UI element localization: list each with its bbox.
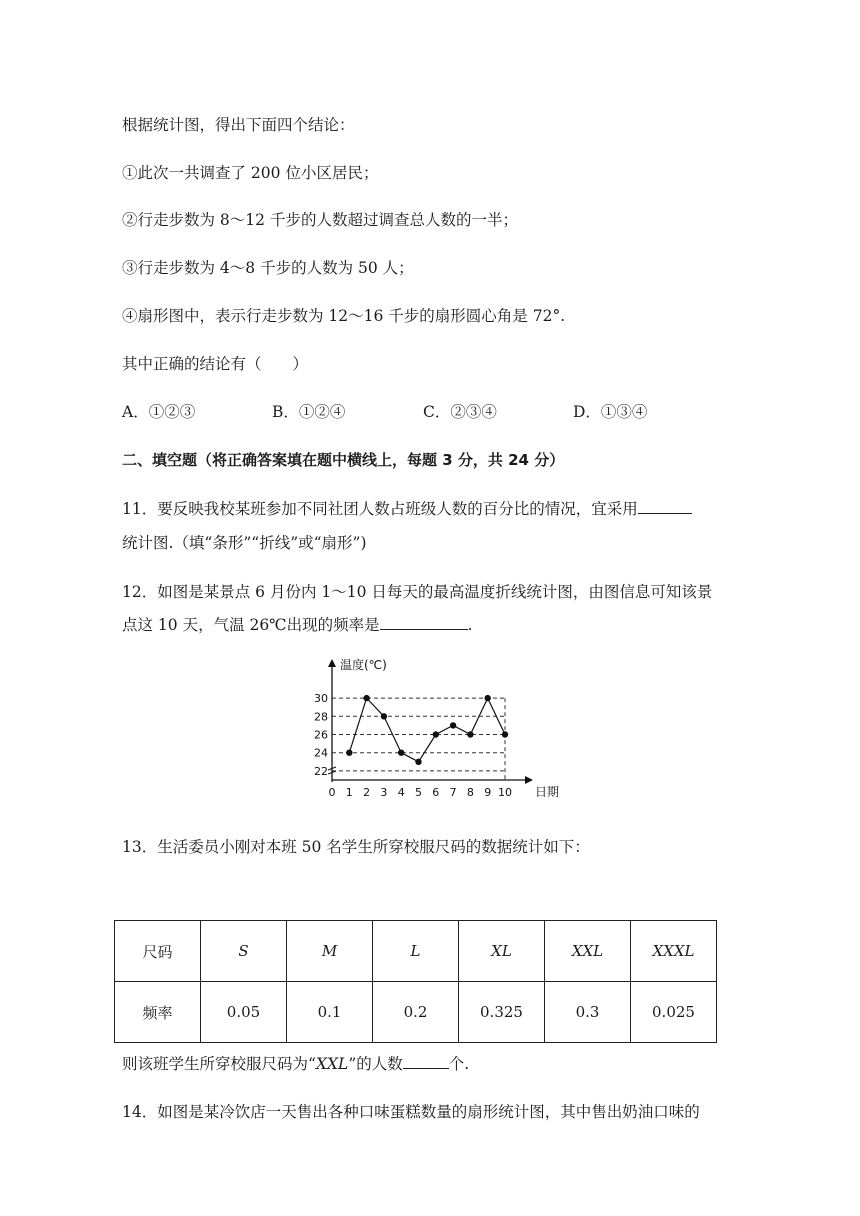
x-tick-label: 3 <box>380 786 388 799</box>
x-tick-label: 2 <box>363 786 371 799</box>
q12-period: . <box>467 616 473 634</box>
q11-line-1 <box>122 497 692 519</box>
text-line-3: ②行走步数为 8～12 千步的人数超过调查总人数的一半； <box>122 211 518 229</box>
option-a: A．①②③ <box>122 403 196 421</box>
x-tick-label: 1 <box>345 786 353 799</box>
x-tick-label: 0 <box>328 786 336 799</box>
q11-text: 11．要反映我校某班参加不同社团人数占班级人数的百分比的情况，宜采用 <box>122 500 638 518</box>
temperature-line-chart <box>314 656 578 806</box>
q11-line-2: 统计图.（填“条形”“折线”或“扇形”) <box>122 534 367 552</box>
q12-text: 点这 10 天，气温 26℃出现的频率是 <box>122 616 380 634</box>
data-point <box>381 713 387 719</box>
x-tick-label: 9 <box>484 786 492 799</box>
table-cell: 0.025 <box>631 982 717 1043</box>
table-cell: 0.325 <box>459 982 545 1043</box>
option-d: D．①③④ <box>573 403 648 421</box>
table-cell: XXXL <box>631 921 717 982</box>
table-cell: 0.05 <box>201 982 287 1043</box>
table-row-size <box>115 921 717 982</box>
option-b: B．①②④ <box>272 403 346 421</box>
x-tick-label: 8 <box>466 786 474 799</box>
table-cell: XL <box>459 921 545 982</box>
data-point <box>467 731 473 737</box>
table-cell: XXL <box>545 921 631 982</box>
x-tick-label: 4 <box>397 786 405 799</box>
x-tick-label: 6 <box>432 786 440 799</box>
table-cell: M <box>287 921 373 982</box>
text-line-4: ③行走步数为 4～8 千步的人数为 50 人； <box>122 259 414 277</box>
q13-blank <box>403 1054 449 1069</box>
text-line-1: 根据统计图，得出下面四个结论： <box>122 116 355 134</box>
x-axis-arrow <box>525 776 533 784</box>
table-cell: 0.1 <box>287 982 373 1043</box>
data-point <box>363 695 369 701</box>
q13-xxl: XXL <box>315 1055 349 1073</box>
table-cell: L <box>373 921 459 982</box>
section-title: 二、填空题（将正确答案填在题中横线上，每题 3 分，共 24 分） <box>122 451 565 469</box>
y-axis-arrow <box>328 659 336 667</box>
size-frequency-table <box>114 920 717 1043</box>
x-tick-label: 7 <box>449 786 457 799</box>
data-point <box>433 731 439 737</box>
data-point <box>450 722 456 728</box>
q13-after-b: ”的人数 <box>348 1055 403 1073</box>
table-cell: 频率 <box>115 982 201 1043</box>
x-tick-label: 10 <box>498 786 512 799</box>
data-point <box>398 750 404 756</box>
q12-line-2 <box>122 613 473 635</box>
option-c: C．②③④ <box>423 403 497 421</box>
y-tick-label: 28 <box>314 710 328 724</box>
q14-line-1: 14．如图是某冷饮店一天售出各种口味蛋糕数量的扇形统计图，其中售出奶油口味的 <box>122 1103 700 1121</box>
q12-blank <box>380 615 468 630</box>
data-point <box>502 731 508 737</box>
data-point <box>415 759 421 765</box>
text-line-5: ④扇形图中，表示行走步数为 12～16 千步的扇形圆心角是 72°. <box>122 307 566 325</box>
y-axis-label: 温度(℃) <box>340 658 387 672</box>
table-row-frequency <box>115 982 717 1043</box>
table-cell: 尺码 <box>115 921 201 982</box>
text-line-2: ①此次一共调查了 200 位小区居民； <box>122 164 379 182</box>
q13-line-1: 13．生活委员小刚对本班 50 名学生所穿校服尺码的数据统计如下： <box>122 838 590 856</box>
text-line-6: 其中正确的结论有（ ） <box>122 355 309 373</box>
x-tick-label: 5 <box>415 786 422 799</box>
data-point <box>485 695 491 701</box>
table-cell: S <box>201 921 287 982</box>
table-cell: 0.2 <box>373 982 459 1043</box>
y-tick-label: 30 <box>314 692 328 706</box>
y-tick-label: 26 <box>314 728 328 742</box>
q11-blank <box>638 499 692 514</box>
q13-after-a: 则该班学生所穿校服尺码为“ <box>122 1055 316 1073</box>
y-tick-label: 22 <box>314 764 328 778</box>
data-point <box>346 750 352 756</box>
table-cell: 0.3 <box>545 982 631 1043</box>
y-tick-label: 24 <box>314 746 328 760</box>
q13-after-line <box>122 1052 469 1074</box>
q12-line-1: 12．如图是某景点 6 月份内 1～10 日每天的最高温度折线统计图，由图信息可知该景 <box>122 583 713 601</box>
q13-after-c: 个. <box>448 1055 470 1073</box>
x-axis-label: 日期 <box>535 785 560 799</box>
